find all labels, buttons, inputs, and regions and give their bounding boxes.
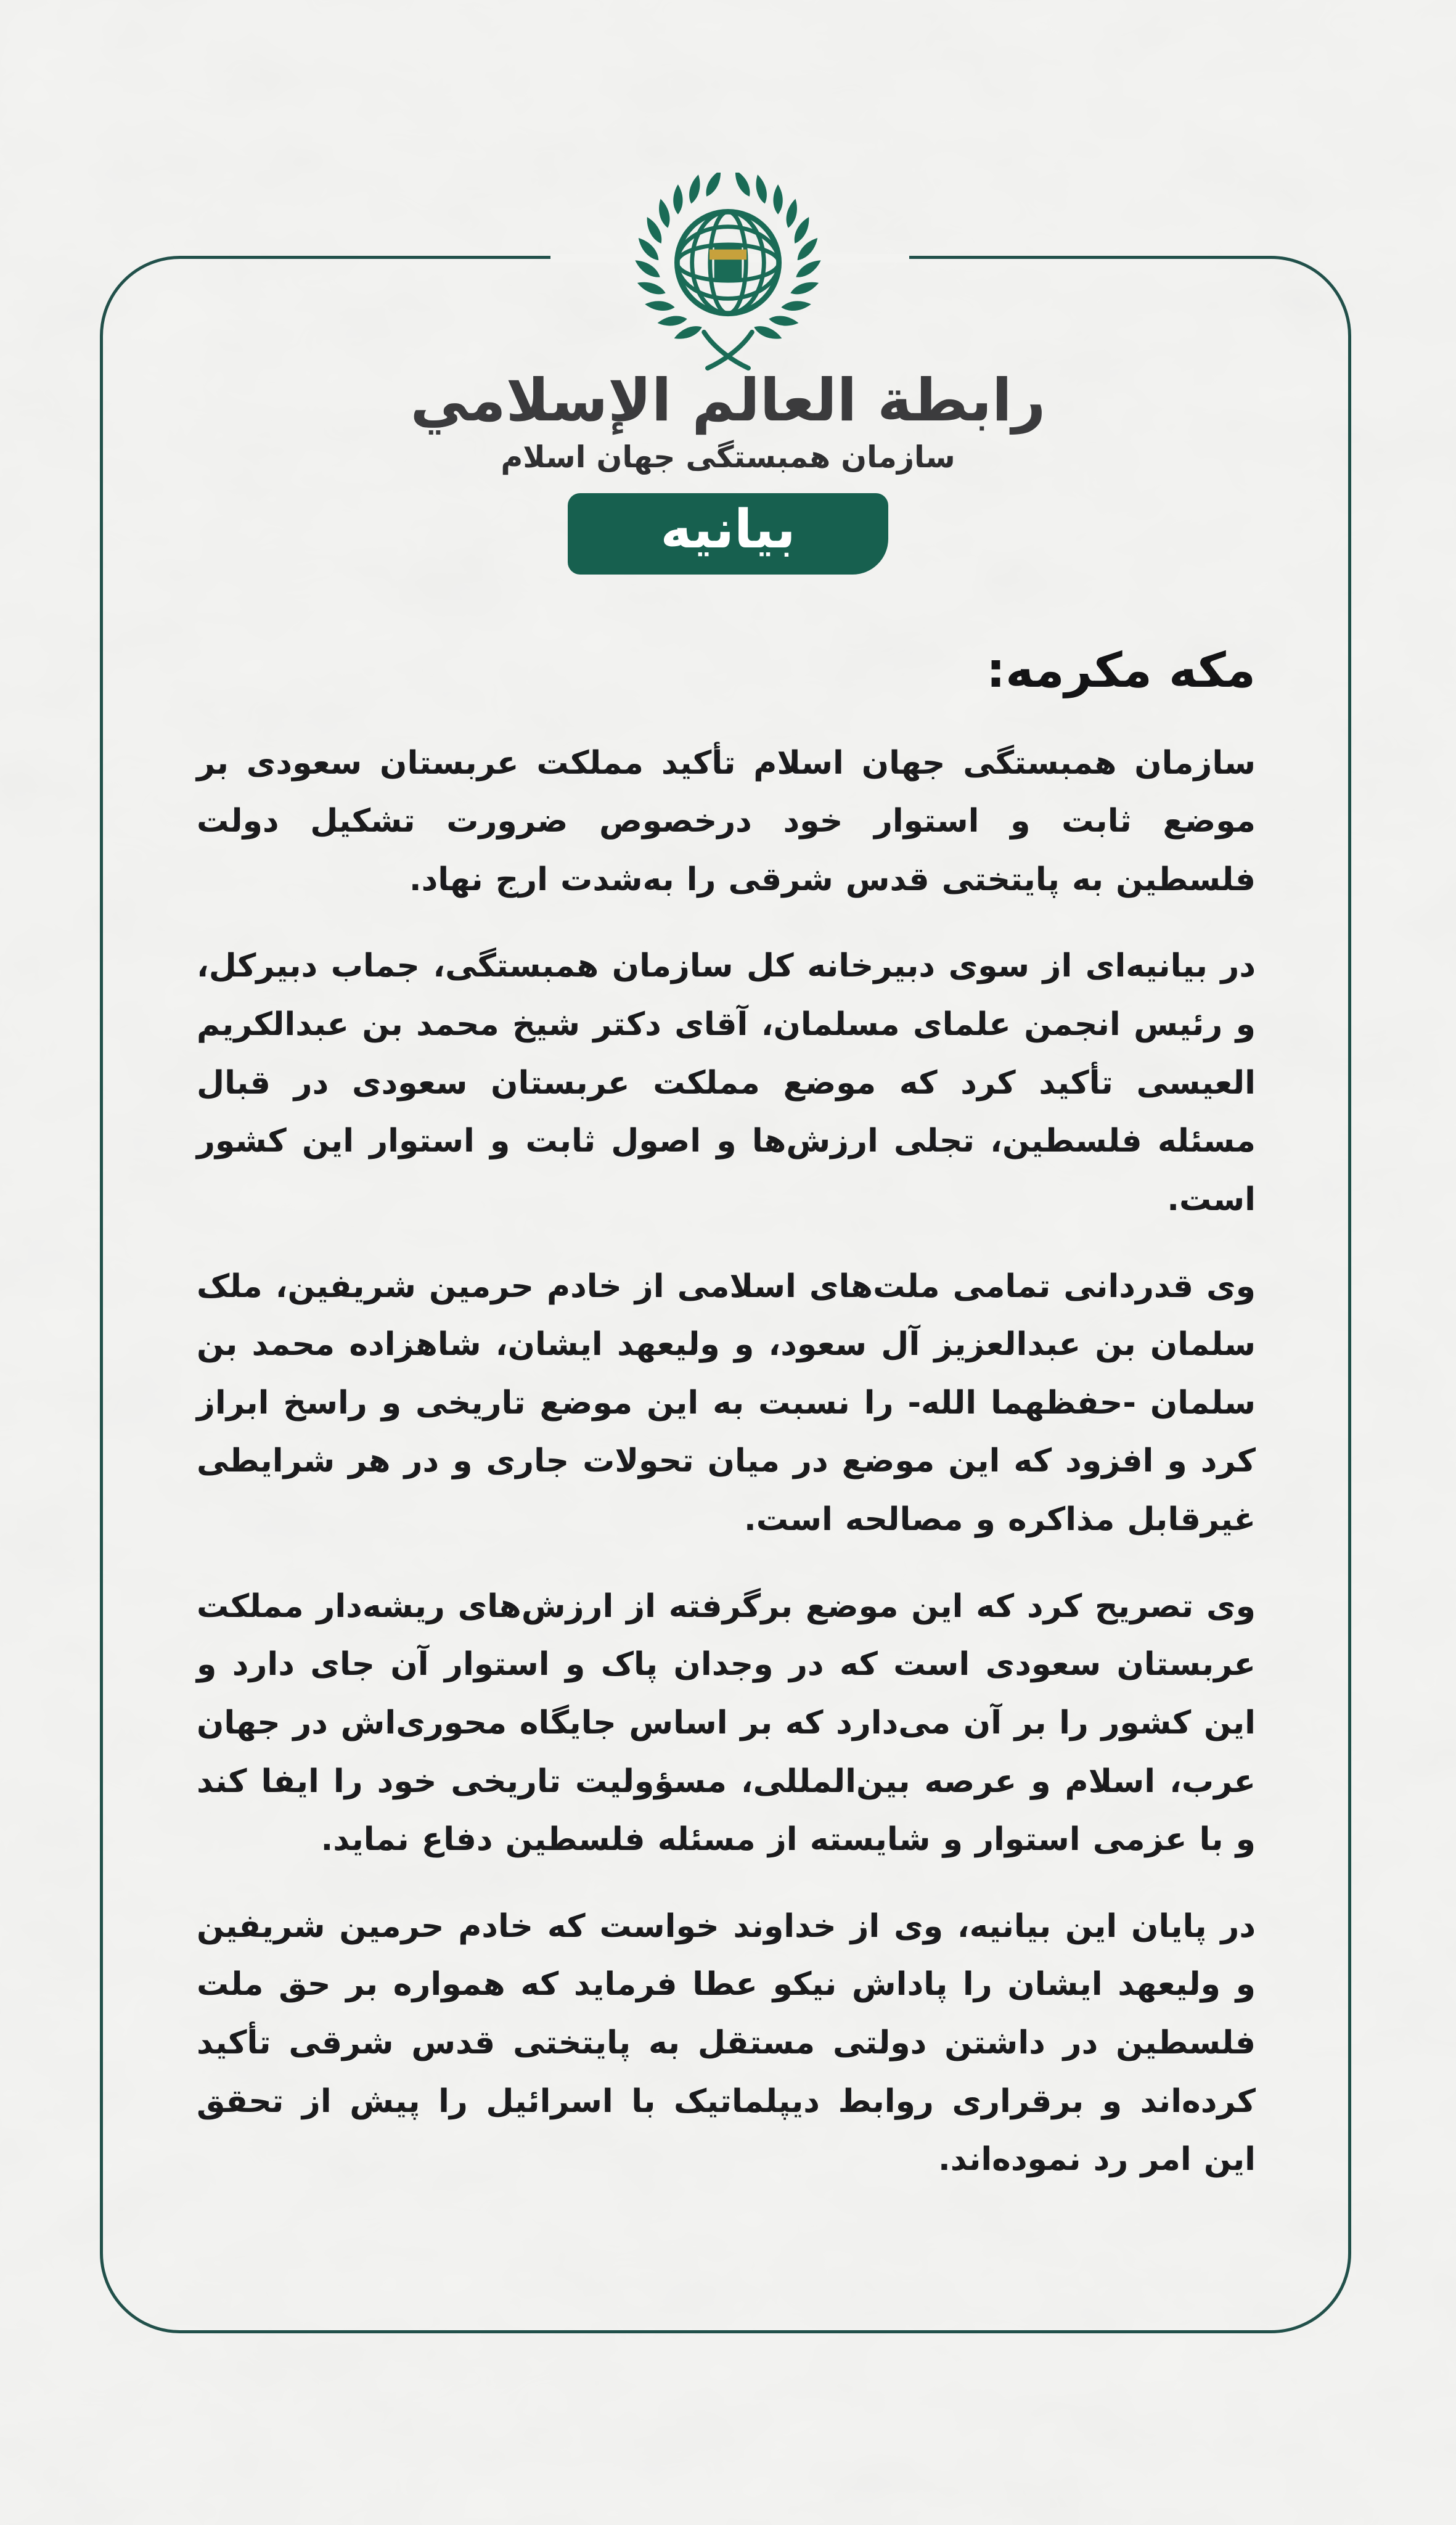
statement-paragraph-1: سازمان همبستگی جهان اسلام تأکید مملکت عربستان سعودی بر موضع ثابت و استوار خود درخصوص ضرورت تشکیل دولت فلسطین به پایتختی قدس شرقی را به‌شدت ارج نهاد. [197, 744, 1256, 898]
badge-label: بیانیه [660, 499, 796, 561]
statement-location-heading: مکه مکرمه: [986, 643, 1256, 698]
org-name-arabic-calligraphy: رابطة العالم الإسلامي [410, 367, 1046, 435]
border-gap-behind-logo [550, 254, 909, 263]
statement-paragraph-3: وی قدردانی تمامی ملت‌های اسلامی از خادم حرمین شریفین، ملک سلمان بن عبدالعزیز آل سعود، و ولیعهد ایشان، شاهزاده محمد بن سلمان -حفظهما الله- را نسبت به این موضع تاریخی و راسخ ابراز کرد و افزود که این موضع در میان تحولات جاری و در هر شرایطی غیرقابل مذاکره و مصالحه است. [197, 1267, 1256, 1539]
statement-card [100, 256, 1351, 2333]
statement-paragraph-5: در پایان این بیانیه، وی از خداوند خواست که خادم حرمین شریفین و ولیعهد ایشان را پاداش نیکو عطا فرماید که همواره بر حق ملت فلسطین در داشتن دولتی مستقل به پایتختی قدس شرقی تأکید کرده‌اند و برقراری روابط دیپلماتیک با اسرائیل را پیش از تحقق این امر رد نموده‌اند. [197, 1907, 1256, 2179]
statement-paragraph-4: وی تصریح کرد که این موضع برگرفته از ارزش‌های ریشه‌دار مملکت عربستان سعودی است که در وجدان پاک و استوار آن جای دارد و این کشور را بر آن می‌دارد که بر اساس جایگاه محوری‌اش در جهان عرب، اسلام و عرصه بین‌المللی، مسؤولیت تاریخی خود را ایفا کند و با عزمی استوار و شایسته از مسئله فلسطین دفاع نماید. [197, 1587, 1256, 1859]
org-name-persian: سازمان همبستگی جهان اسلام [501, 440, 955, 475]
statement-body [197, 642, 1256, 2217]
statement-paragraph-2: در بیانیه‌ای از سوی دبیرخانه کل سازمان همبستگی، جماب دبیرکل، و رئیس انجمن علمای مسلمان، آقای دکتر شیخ محمد بن عبدالکریم العیسی تأکید کرد که موضع مملکت عربستان سعودی در قبال مسئله فلسطین، تجلی ارزش‌ها و اصول ثابت و استوار این کشور است. [197, 947, 1256, 1218]
